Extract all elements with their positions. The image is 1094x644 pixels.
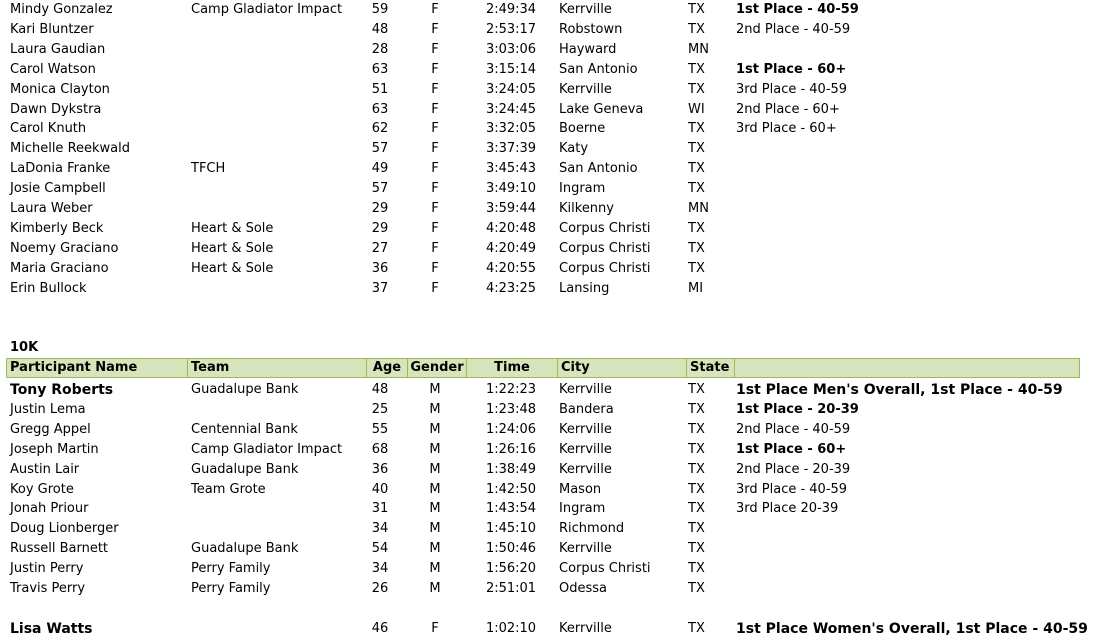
participant-name: Justin Perry <box>10 561 84 577</box>
gender: M <box>429 581 441 596</box>
header-city: City <box>558 359 687 377</box>
participant-name: Dawn Dykstra <box>10 101 102 117</box>
finish-time: 3:24:05 <box>485 81 537 97</box>
finish-time: 1:22:23 <box>485 382 537 397</box>
age: 36 <box>371 461 389 477</box>
city: San Antonio <box>559 61 638 77</box>
state: WI <box>688 101 705 117</box>
award: 2nd Place - 40-59 <box>736 421 851 437</box>
finish-time: 1:23:48 <box>485 401 537 417</box>
state: TX <box>688 561 705 577</box>
state: TX <box>688 401 705 417</box>
section-title-10k: 10K <box>10 340 39 355</box>
gender: M <box>429 421 441 437</box>
header-state: State <box>687 359 735 377</box>
state: TX <box>688 621 705 636</box>
city: Kerrville <box>559 382 612 397</box>
age: 34 <box>371 561 389 577</box>
gender: M <box>429 461 441 477</box>
finish-time: 3:24:45 <box>485 101 537 117</box>
age: 34 <box>371 521 389 537</box>
city: Kerrville <box>559 621 612 636</box>
state: TX <box>688 260 705 276</box>
age: 55 <box>371 421 389 437</box>
team-name: TFCH <box>191 161 226 177</box>
gender: F <box>431 41 439 57</box>
gender: F <box>431 240 439 256</box>
state: TX <box>688 81 705 97</box>
participant-name: Erin Bullock <box>10 280 87 296</box>
city: Katy <box>559 141 589 157</box>
city: Lansing <box>559 280 610 296</box>
city: Kerrville <box>559 421 612 437</box>
participant-name: Carol Knuth <box>10 121 87 137</box>
header-participant-name: Participant Name <box>7 359 188 377</box>
gender: F <box>431 181 439 197</box>
city: Lake Geneva <box>559 101 644 117</box>
participant-name: Michelle Reekwald <box>10 141 131 157</box>
award: 3rd Place - 60+ <box>736 121 837 137</box>
participant-name: Kimberly Beck <box>10 220 104 236</box>
city: Hayward <box>559 41 617 57</box>
state: TX <box>688 581 705 596</box>
team-name: Perry Family <box>191 561 271 577</box>
team-name: Team Grote <box>191 481 266 497</box>
header-award <box>735 359 1079 377</box>
state: TX <box>688 441 705 457</box>
age: 28 <box>371 41 389 57</box>
award: 3rd Place - 40-59 <box>736 81 848 97</box>
state: TX <box>688 21 705 37</box>
gender: F <box>431 121 439 137</box>
participant-name: Austin Lair <box>10 461 80 477</box>
city: Corpus Christi <box>559 260 651 276</box>
gender: M <box>429 441 441 457</box>
finish-time: 1:45:10 <box>485 521 537 537</box>
city: Ingram <box>559 501 606 517</box>
age: 25 <box>371 401 389 417</box>
finish-time: 2:51:01 <box>485 581 537 596</box>
state: TX <box>688 521 705 537</box>
state: MN <box>688 201 709 216</box>
participant-name: Laura Gaudian <box>10 41 106 57</box>
header-age: Age <box>367 359 408 377</box>
team-name: Guadalupe Bank <box>191 541 299 557</box>
city: Odessa <box>559 581 607 596</box>
city: Ingram <box>559 181 606 197</box>
state: TX <box>688 541 705 557</box>
finish-time: 3:49:10 <box>485 181 537 197</box>
finish-time: 1:38:49 <box>485 461 537 477</box>
finish-time: 1:02:10 <box>485 621 537 636</box>
table-header-row <box>6 358 1080 378</box>
participant-name: Lisa Watts <box>10 621 93 637</box>
award: 1st Place - 60+ <box>736 61 847 77</box>
city: Richmond <box>559 521 625 537</box>
finish-time: 3:37:39 <box>485 141 537 157</box>
finish-time: 3:59:44 <box>485 201 537 216</box>
award: 3rd Place - 40-59 <box>736 481 848 497</box>
award: 2nd Place - 40-59 <box>736 21 851 37</box>
age: 31 <box>371 501 389 517</box>
age: 63 <box>371 101 389 117</box>
gender: M <box>429 401 441 417</box>
age: 29 <box>371 220 389 236</box>
participant-name: Travis Perry <box>10 581 86 596</box>
participant-name: Koy Grote <box>10 481 74 497</box>
gender: F <box>431 21 439 37</box>
finish-time: 1:24:06 <box>485 421 537 437</box>
finish-time: 4:20:48 <box>485 220 537 236</box>
age: 48 <box>371 382 389 397</box>
city: Kerrville <box>559 461 612 477</box>
state: TX <box>688 161 705 177</box>
gender: F <box>431 621 439 636</box>
participant-name: Monica Clayton <box>10 81 110 97</box>
participant-name: Joseph Martin <box>10 441 99 457</box>
participant-name: Maria Graciano <box>10 260 109 276</box>
gender: M <box>429 481 441 497</box>
state: TX <box>688 501 705 517</box>
participant-name: LaDonia Franke <box>10 161 111 177</box>
participant-name: Jonah Priour <box>10 501 89 517</box>
award: 1st Place - 20-39 <box>736 401 859 417</box>
header-team: Team <box>188 359 367 377</box>
age: 26 <box>371 581 389 596</box>
age: 62 <box>371 121 389 137</box>
participant-name: Russell Barnett <box>10 541 109 557</box>
age: 54 <box>371 541 389 557</box>
state: TX <box>688 481 705 497</box>
participant-name: Kari Bluntzer <box>10 21 94 37</box>
age: 40 <box>371 481 389 497</box>
city: Corpus Christi <box>559 220 651 236</box>
city: Boerne <box>559 121 606 137</box>
city: Mason <box>559 481 602 497</box>
age: 46 <box>371 621 389 636</box>
age: 29 <box>371 201 389 216</box>
finish-time: 1:42:50 <box>485 481 537 497</box>
team-name: Centennial Bank <box>191 421 298 437</box>
gender: F <box>431 141 439 157</box>
gender: F <box>431 2 439 17</box>
state: TX <box>688 240 705 256</box>
city: Kerrville <box>559 541 612 557</box>
finish-time: 1:43:54 <box>485 501 537 517</box>
state: TX <box>688 382 705 397</box>
age: 57 <box>371 141 389 157</box>
award: 1st Place Women's Overall, 1st Place - 40-59 <box>736 621 1088 637</box>
city: Kerrville <box>559 2 612 17</box>
participant-name: Justin Lema <box>10 401 86 417</box>
team-name: Perry Family <box>191 581 271 596</box>
finish-time: 1:50:46 <box>485 541 537 557</box>
finish-time: 3:32:05 <box>485 121 537 137</box>
gender: M <box>429 501 441 517</box>
team-name: Heart & Sole <box>191 260 274 276</box>
participant-name: Gregg Appel <box>10 421 91 437</box>
city: Kerrville <box>559 81 612 97</box>
age: 49 <box>371 161 389 177</box>
participant-name: Carol Watson <box>10 61 96 77</box>
age: 51 <box>371 81 389 97</box>
finish-time: 4:23:25 <box>485 280 537 296</box>
city: Bandera <box>559 401 614 417</box>
participant-name: Noemy Graciano <box>10 240 119 256</box>
participant-name: Josie Campbell <box>10 181 106 197</box>
gender: F <box>431 201 439 216</box>
age: 37 <box>371 280 389 296</box>
team-name: Heart & Sole <box>191 240 274 256</box>
finish-time: 1:26:16 <box>485 441 537 457</box>
gender: F <box>431 260 439 276</box>
finish-time: 2:53:17 <box>485 21 537 37</box>
city: Kilkenny <box>559 201 614 216</box>
award: 1st Place - 40-59 <box>736 2 859 17</box>
finish-time: 3:03:06 <box>485 41 537 57</box>
age: 59 <box>371 2 389 17</box>
participant-name: Laura Weber <box>10 201 93 216</box>
gender: F <box>431 280 439 296</box>
gender: F <box>431 161 439 177</box>
finish-time: 2:49:34 <box>485 2 537 17</box>
finish-time: 3:15:14 <box>485 61 537 77</box>
participant-name: Tony Roberts <box>10 382 114 398</box>
state: TX <box>688 61 705 77</box>
age: 27 <box>371 240 389 256</box>
finish-time: 4:20:55 <box>485 260 537 276</box>
gender: F <box>431 220 439 236</box>
state: TX <box>688 141 705 157</box>
age: 68 <box>371 441 389 457</box>
city: Robstown <box>559 21 623 37</box>
city: San Antonio <box>559 161 638 177</box>
award: 2nd Place - 60+ <box>736 101 840 117</box>
age: 48 <box>371 21 389 37</box>
city: Corpus Christi <box>559 561 651 577</box>
award: 2nd Place - 20-39 <box>736 461 851 477</box>
state: TX <box>688 421 705 437</box>
city: Corpus Christi <box>559 240 651 256</box>
age: 63 <box>371 61 389 77</box>
award: 1st Place - 60+ <box>736 441 847 457</box>
age: 36 <box>371 260 389 276</box>
gender: F <box>431 101 439 117</box>
team-name: Heart & Sole <box>191 220 274 236</box>
state: TX <box>688 461 705 477</box>
finish-time: 4:20:49 <box>485 240 537 256</box>
team-name: Guadalupe Bank <box>191 461 299 477</box>
age: 57 <box>371 181 389 197</box>
header-time: Time <box>467 359 558 377</box>
team-name: Guadalupe Bank <box>191 382 299 397</box>
award: 3rd Place 20-39 <box>736 501 839 517</box>
state: TX <box>688 2 705 17</box>
state: TX <box>688 121 705 137</box>
state: MI <box>688 280 704 296</box>
participant-name: Doug Lionberger <box>10 521 119 537</box>
gender: M <box>429 382 441 397</box>
city: Kerrville <box>559 441 612 457</box>
header-gender: Gender <box>408 359 467 377</box>
gender: M <box>429 521 441 537</box>
award: 1st Place Men's Overall, 1st Place - 40-59 <box>736 382 1063 398</box>
gender: F <box>431 81 439 97</box>
state: TX <box>688 181 705 197</box>
team-name: Camp Gladiator Impact <box>191 441 343 457</box>
state: TX <box>688 220 705 236</box>
participant-name: Mindy Gonzalez <box>10 2 113 17</box>
gender: M <box>429 561 441 577</box>
finish-time: 3:45:43 <box>485 161 537 177</box>
state: MN <box>688 41 709 57</box>
team-name: Camp Gladiator Impact <box>191 2 343 17</box>
gender: M <box>429 541 441 557</box>
finish-time: 1:56:20 <box>485 561 537 577</box>
gender: F <box>431 61 439 77</box>
